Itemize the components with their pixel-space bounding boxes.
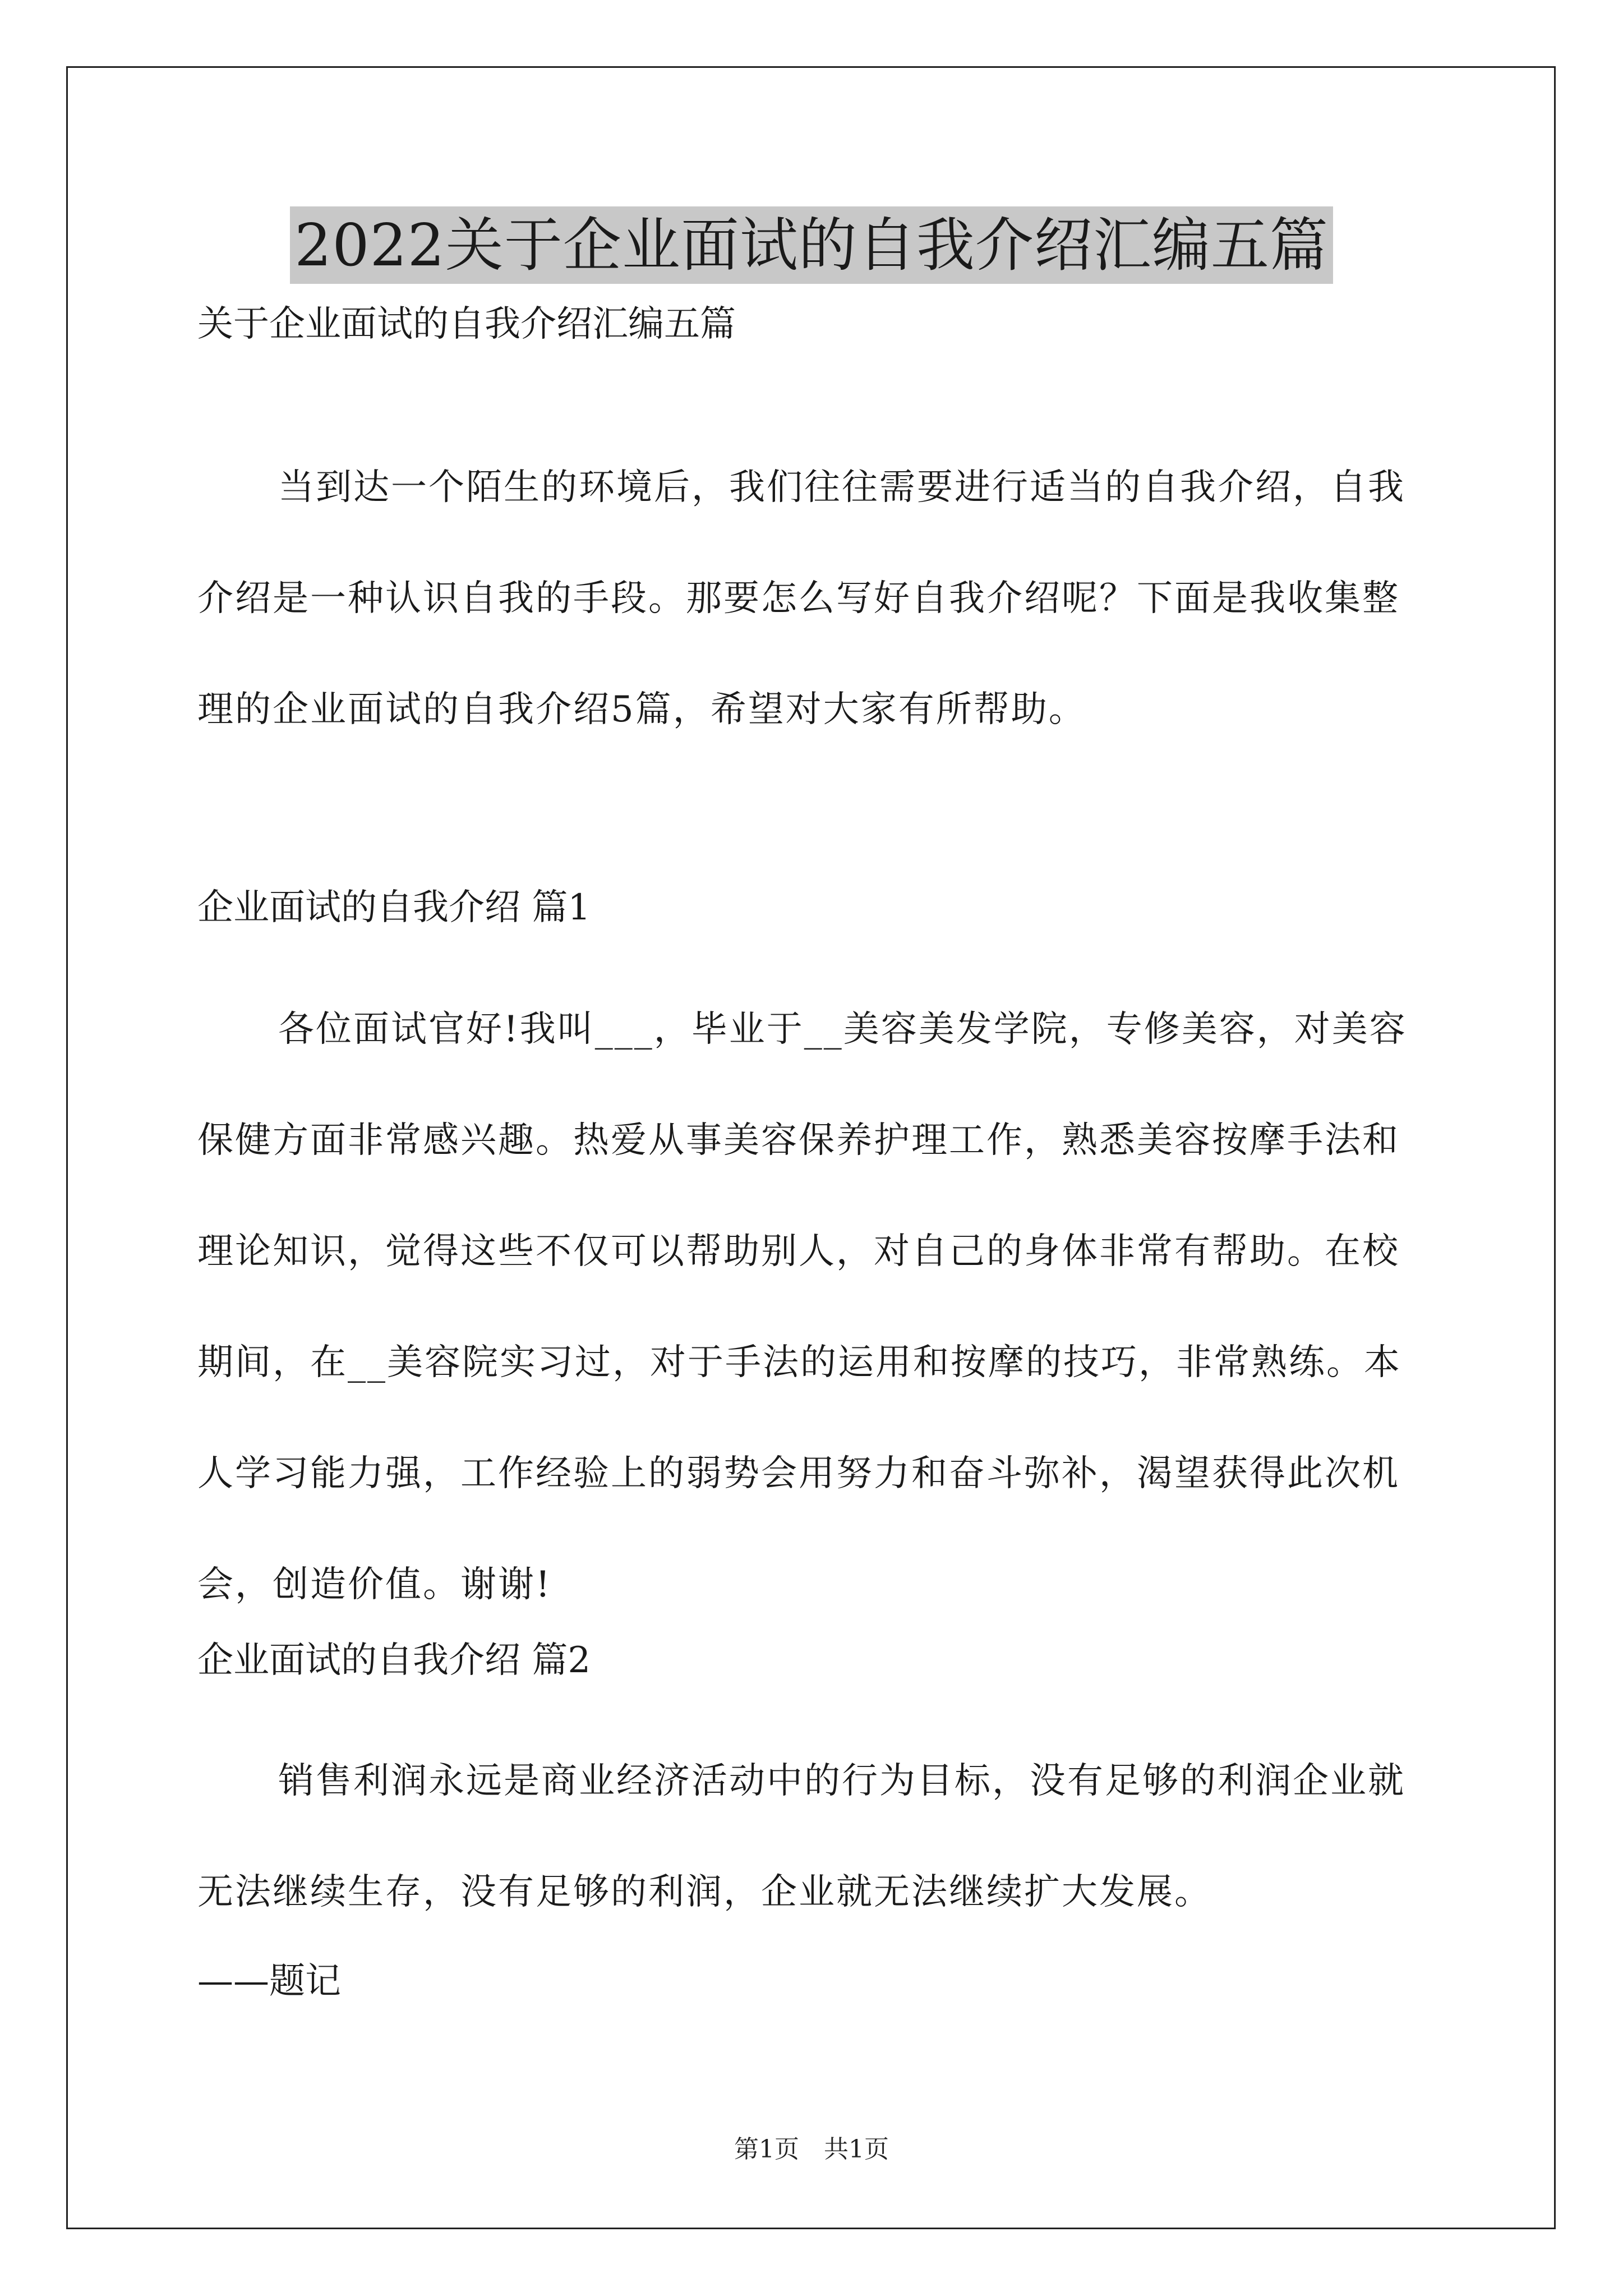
section-1-text: 各位面试官好!我叫___，毕业于__美容美发学院，专修美容，对美容保健方面非常感兴趣。热爱从事美容保养护理工作，熟悉美容按摩手法和理论知识，觉得这些不仅可以帮助别人，对自己的身体非常有帮助。在校期间，在__美容院实习过，对于手法的运用和按摩的技巧，非常熟练。本人学习能力强，工作经验上的弱势会用努力和奋斗弥补，渴望获得此次机会，创造价值。谢谢! (197, 1009, 1407, 1605)
section-2-signature: ——题记 (197, 1961, 341, 2002)
section-2-text: 销售利润永远是商业经济活动中的行为目标，没有足够的利润企业就无法继续生存，没有足够的利润，企业就无法继续扩大发展。 (197, 1760, 1405, 1913)
subtitle: 关于企业面试的自我介绍汇编五篇 (197, 303, 736, 345)
title-wrap (0, 206, 1623, 284)
section-2-paragraph (197, 1726, 1431, 1948)
section-1-paragraph (197, 974, 1431, 1640)
document-title: 2022关于企业面试的自我介绍汇编五篇 (290, 206, 1333, 284)
intro-text: 当到达一个陌生的环境后，我们往往需要进行适当的自我介绍，自我介绍是一种认识自我的手段。那要怎么写好自我介绍呢？下面是我收集整理的企业面试的自我介绍5篇，希望对大家有所帮助。 (197, 467, 1405, 730)
intro-paragraph (197, 432, 1431, 765)
page-footer: 第1页 共1页 (734, 2135, 889, 2164)
section-1-heading: 企业面试的自我介绍 篇1 (197, 887, 591, 928)
section-2-heading: 企业面试的自我介绍 篇2 (197, 1640, 591, 1681)
